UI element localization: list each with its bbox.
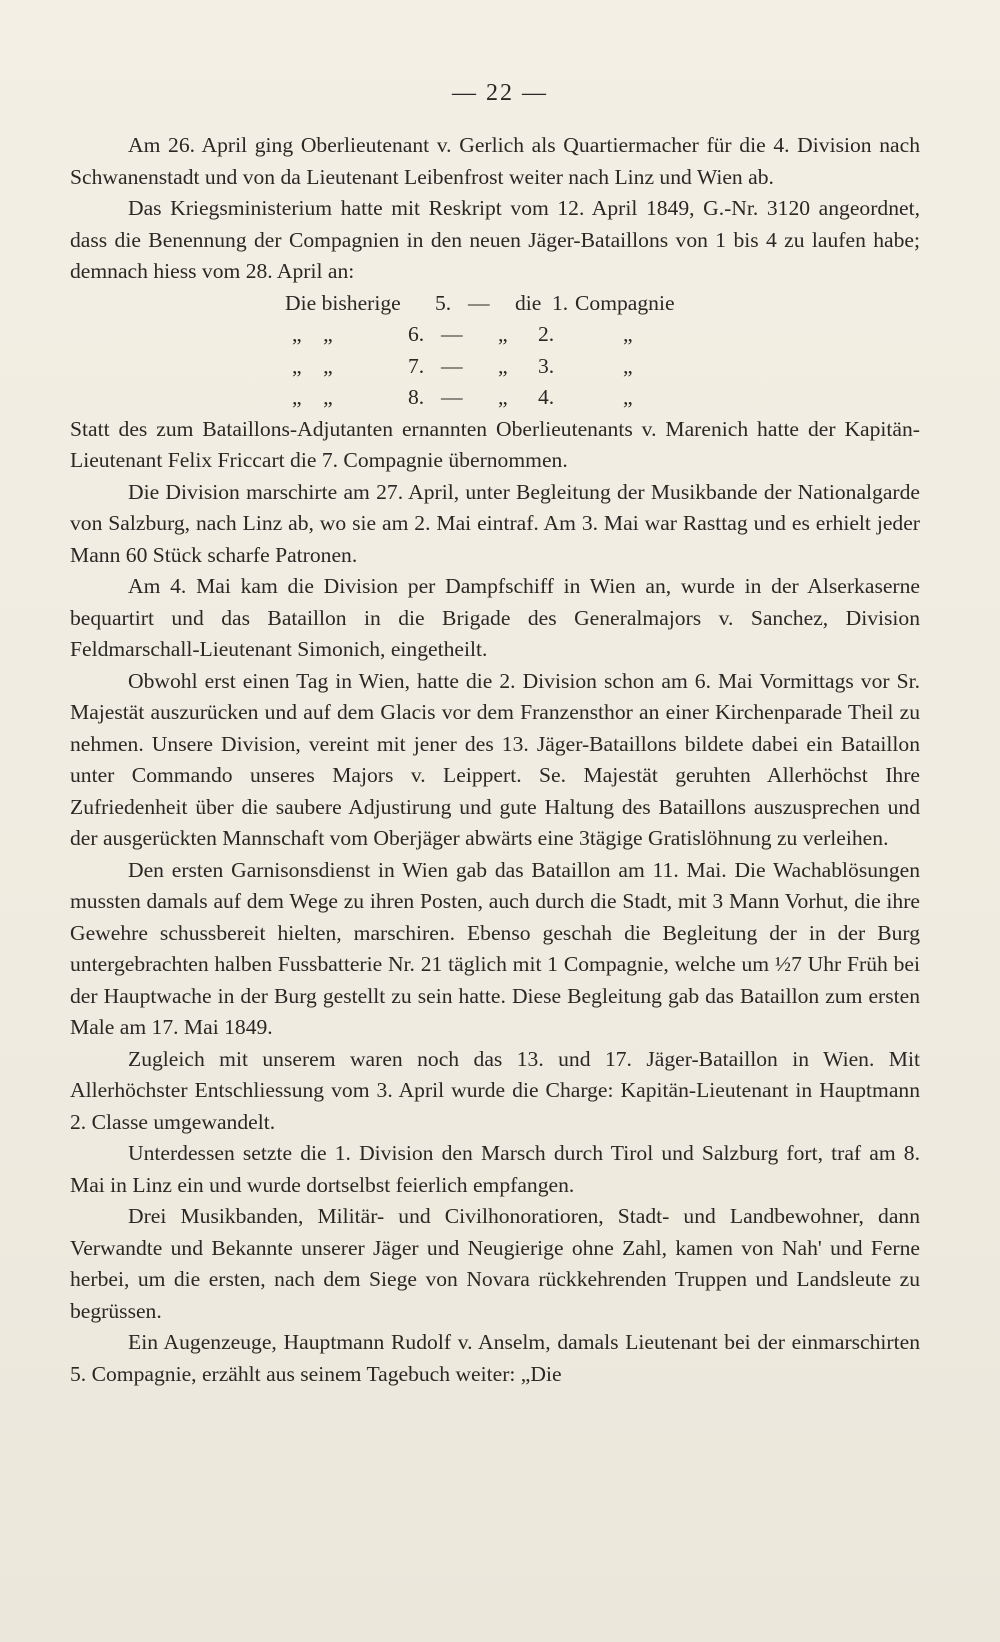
paragraph: Unterdessen setzte die 1. Division den Marsch durch Tirol und Salzburg fort, traf am 8. Mai in Linz ein und wurde dortselbst feierlich empfangen. xyxy=(70,1141,920,1197)
row-to: 3. xyxy=(538,353,555,378)
row-to-prefix: die xyxy=(515,290,542,315)
row-to: 2. xyxy=(538,322,555,346)
row-to-prefix: „ xyxy=(498,385,508,409)
row-suffix: „ xyxy=(623,322,633,346)
paragraph: Obwohl erst einen Tag in Wien, hatte die 2. Division schon am 6. Mai Vormittags vor Sr. Majestät auszurücken und auf dem Glacis vor dem Franzensthor an einer Kirchenparade Theil zu nehmen. Unsere Division, vereint mit jener des 13. Jäger-Bataillons bildete dabei ein Bataillon unter Commando unseres Majors v. Leippert. Se. Majestät geruhten Allerhöchst Ihre Zufriedenheit über die saubere Adjustirung und gute Haltung des Bataillons auszusprechen und der ausgerückten Mannschaft vom Oberjäger abwärts eine 3tägige Gratislöhnung zu verleihen. xyxy=(70,668,920,850)
row-suffix: Compagnie xyxy=(575,290,675,315)
paragraph: Drei Musikbanden, Militär- und Civilhonoratioren, Stadt- und Landbewohner, dann Verwandte und Bekannte unserer Jäger und Neugierige ohne Zahl, kamen von Nah' und Ferne herbei, um die ersten, nach dem Siege von Novara rückkehrenden Truppen und Landsleute zu begrüssen. xyxy=(70,1204,920,1323)
table-row xyxy=(70,288,920,320)
row-prefix: „ „ xyxy=(292,385,333,409)
row-suffix: „ xyxy=(623,385,633,409)
row-from: 7. xyxy=(408,353,425,378)
row-prefix: „ „ xyxy=(292,322,333,346)
paragraph: Am 4. Mai kam die Division per Dampfschiff in Wien an, wurde in der Alserkaserne bequartirt und das Bataillon in die Brigade des Generalmajors v. Sanchez, Division Feldmarschall-Lieutenant Simonich, eingetheilt. xyxy=(70,574,920,661)
table-row xyxy=(70,319,920,351)
row-dash: — xyxy=(441,385,463,409)
table-row xyxy=(70,382,920,414)
company-renaming-table xyxy=(70,288,920,414)
row-dash: — xyxy=(468,290,490,315)
row-to: 1. xyxy=(552,290,569,315)
paragraph: Die Division marschirte am 27. April, unter Begleitung der Musikbande der Nationalgarde von Salzburg, nach Linz ab, wo sie am 2. Mai eintraf. Am 3. Mai war Rasttag und es erhielt jeder Mann 60 Stück scharfe Patronen. xyxy=(70,479,920,567)
table-row xyxy=(70,351,920,383)
page-number: — 22 — xyxy=(452,80,548,106)
row-from: 8. xyxy=(408,385,425,409)
row-suffix: „ xyxy=(623,353,633,378)
row-dash: — xyxy=(441,322,463,346)
row-to-prefix: „ xyxy=(498,353,508,378)
paragraph: Ein Augenzeuge, Hauptmann Rudolf v. Anselm, damals Lieutenant bei der einmarschirten 5. Compagnie, erzählt aus seinem Tagebuch weiter: „Die xyxy=(70,1330,920,1386)
row-prefix: Die bisherige xyxy=(285,290,401,315)
row-dash: — xyxy=(441,353,463,378)
body-text xyxy=(70,130,920,1390)
paragraph: Zugleich mit unserem waren noch das 13. und 17. Jäger-Bataillon in Wien. Mit Allerhöchster Entschliessung vom 3. April wurde die Charge: Kapitän-Lieutenant in Hauptmann 2. Classe umgewandelt. xyxy=(70,1046,920,1134)
paragraph: Den ersten Garnisonsdienst in Wien gab das Bataillon am 11. Mai. Die Wachablösungen mussten damals auf dem Wege zu ihren Posten, auch durch die Stadt, mit 3 Mann Vorhut, die ihre Gewehre schussbereit hielten, marschiren. Ebenso geschah die Begleitung der in der Burg untergebrachten halben Fussbatterie Nr. 21 täglich mit 1 Compagnie, welche um ½7 Uhr Früh bei der Hauptwache in der Burg gestellt zu sein hatte. Diese Begleitung gab das Bataillon zum ersten Male am 17. Mai 1849. xyxy=(70,857,920,1039)
paragraph: Am 26. April ging Oberlieutenant v. Gerlich als Quartiermacher für die 4. Division nach Schwanenstadt und von da Lieutenant Leibenfrost weiter nach Linz und Wien ab. xyxy=(70,133,920,189)
row-to-prefix: „ xyxy=(498,322,508,346)
paragraph: Das Kriegsministerium hatte mit Reskript vom 12. April 1849, G.-Nr. 3120 angeordnet, dass die Benennung der Compagnien in den neuen Jäger-Bataillons von 1 bis 4 zu laufen habe; demnach hiess vom 28. April an: xyxy=(70,196,920,283)
row-to: 4. xyxy=(538,385,555,409)
row-from: 6. xyxy=(408,322,425,346)
row-prefix: „ „ xyxy=(292,353,333,378)
row-from: 5. xyxy=(435,290,452,315)
paragraph: Statt des zum Bataillons-Adjutanten ernannten Oberlieutenants v. Marenich hatte der Kapitän-Lieutenant Felix Friccart die 7. Compagnie übernommen. xyxy=(70,416,920,472)
